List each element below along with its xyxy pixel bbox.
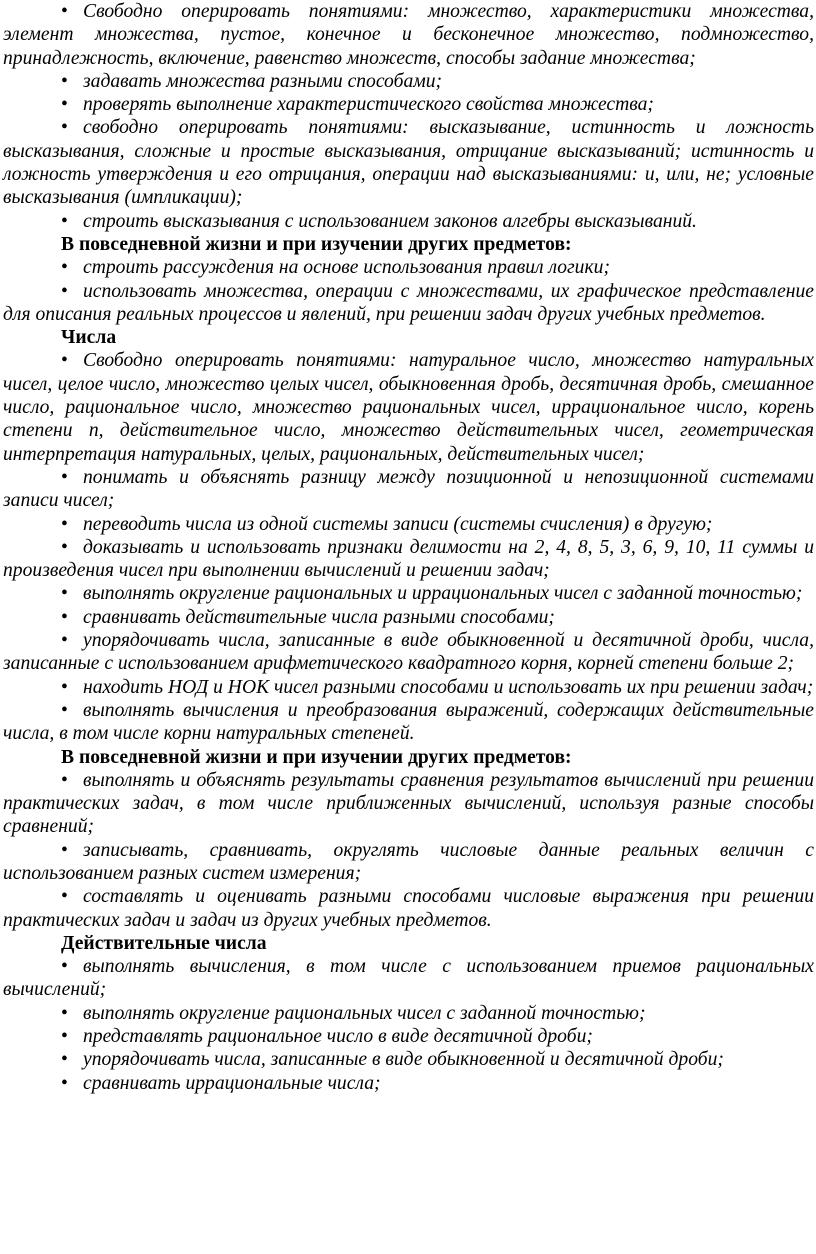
bullet-icon: •	[61, 350, 68, 372]
bullet-text: сравнивать действительные числа разными способами;	[83, 606, 555, 628]
bullet-item	[3, 769, 814, 839]
bullet-text: находить НОД и НОК чисел разными способами и использовать их при решении задач;	[83, 676, 814, 698]
bullet-item	[3, 676, 814, 699]
bullet-item	[3, 349, 814, 465]
bullet-text: Свободно оперировать понятиями: натуральное число, множество натуральных чисел, целое число, множество целых чисел, обыкновенная дробь, десятичная дробь, смешанное число, рациональное число, множество рациональных чисел, иррациональное число, корень степени n, действительное число, множество действительных чисел, геометрическая интерпретация натуральных, целых, рациональных, действительных чисел;	[3, 350, 814, 465]
bullet-text: Свободно оперировать понятиями: множество, характеристики множества, элемент множества, пустое, конечное и бесконечное множество, подмножество, принадлежность, включение, равенство множеств, способы задание множества;	[3, 1, 814, 69]
bullet-item	[3, 1072, 814, 1095]
bullet-icon: •	[61, 94, 68, 116]
bullet-item	[3, 885, 814, 932]
bullet-icon: •	[61, 1072, 68, 1094]
bullet-item	[3, 536, 814, 583]
bullet-text: составлять и оценивать разными способами числовые выражения при решении практических задач и задач из других учебных предметов.	[3, 886, 814, 931]
bullet-text: проверять выполнение характеристического свойства множества;	[83, 94, 654, 116]
section-heading: Числа	[61, 327, 117, 349]
bullet-icon: •	[61, 630, 68, 652]
bullet-icon: •	[61, 956, 68, 978]
bullet-item	[3, 1002, 814, 1025]
bullet-item	[3, 280, 814, 327]
bullet-icon: •	[61, 257, 68, 279]
bullet-text: доказывать и использовать признаки делимости на 2, 4, 8, 5, 3, 6, 9, 10, 11 суммы и произведения чисел при выполнении вычислений и решении задач;	[3, 536, 814, 582]
bullet-icon: •	[61, 70, 68, 92]
bullet-item	[3, 1025, 814, 1048]
bullet-text: свободно оперировать понятиями: высказывание, истинность и ложность высказывания, сложные и простые высказывания, отрицание высказываний; истинность и ложность утверждения и его отрицания, операции над высказываниями: и, или, не; условные высказывания (импликации);	[3, 117, 814, 209]
bullet-item	[3, 93, 814, 116]
bullet-text: задавать множества разными способами;	[83, 70, 443, 92]
bullet-item	[3, 466, 814, 513]
bullet-item	[3, 256, 814, 279]
bullet-icon: •	[61, 886, 68, 908]
bullet-icon: •	[61, 839, 68, 861]
bullet-item	[3, 606, 814, 629]
bullet-icon: •	[61, 1, 68, 22]
bullet-icon: •	[61, 606, 68, 628]
bullet-icon: •	[61, 117, 68, 139]
bullet-text: выполнять вычисления и преобразования выражений, содержащих действительные числа, в том числе корни натуральных степеней.	[3, 699, 814, 745]
bullet-text: упорядочивать числа, записанные в виде обыкновенной и десятичной дроби, числа, записанные с использованием арифметического квадратного корня, корней степени больше 2;	[3, 630, 814, 675]
bullet-text: использовать множества, операции с множествами, их графическое представление для описания реальных процессов и явлений, при решении задач других учебных предметов.	[3, 280, 814, 325]
bullet-icon: •	[61, 676, 68, 698]
bullet-item	[3, 955, 814, 1002]
bullet-icon: •	[61, 536, 68, 558]
bullet-text: записывать, сравнивать, округлять числовые данные реальных величин с использованием разных систем измерения;	[3, 839, 814, 884]
bullet-icon: •	[61, 1026, 68, 1048]
bullet-item	[3, 582, 814, 605]
bullet-text: выполнять округление рациональных чисел с заданной точностью;	[83, 1002, 646, 1024]
bullet-text: представлять рациональное число в виде десятичной дроби;	[83, 1026, 593, 1048]
bullet-text: выполнять вычисления, в том числе с использованием приемов рациональных вычислений;	[3, 956, 814, 1001]
bullet-item	[3, 70, 814, 93]
bullet-text: понимать и объяснять разницу между позиционной и непозиционной системами записи чисел;	[3, 466, 814, 512]
bullet-icon: •	[61, 466, 68, 488]
bullet-text: переводить числа из одной системы записи (системы счисления) в другую;	[83, 513, 713, 535]
bullet-text: строить высказывания с использованием законов алгебры высказываний.	[83, 210, 697, 232]
bullet-text: строить рассуждения на основе использования правил логики;	[83, 257, 610, 279]
bullet-icon: •	[61, 583, 68, 605]
bullet-icon: •	[61, 513, 68, 535]
bullet-item	[3, 839, 814, 886]
section-heading: Действительные числа	[61, 932, 267, 954]
bullet-icon: •	[61, 699, 68, 721]
bullet-item	[3, 116, 814, 209]
bullet-icon: •	[61, 769, 68, 791]
bullet-icon: •	[61, 210, 68, 232]
bullet-item	[3, 699, 814, 746]
bullet-text: упорядочивать числа, записанные в виде обыкновенной и десятичной дроби;	[83, 1049, 724, 1071]
bullet-icon: •	[61, 1002, 68, 1024]
bullet-icon: •	[61, 1049, 68, 1071]
bullet-item	[3, 513, 814, 536]
section-heading: В повседневной жизни и при изучении других предметов:	[61, 233, 572, 255]
bullet-item	[3, 0, 814, 70]
bullet-text: выполнять и объяснять результаты сравнения результатов вычислений при решении практических задач, в том числе приближенных вычислений, используя разные способы сравнений;	[3, 769, 814, 838]
bullet-item	[3, 210, 814, 233]
bullet-text: сравнивать иррациональные числа;	[83, 1072, 381, 1094]
bullet-text: выполнять округление рациональных и иррациональных чисел с заданной точностью;	[83, 583, 803, 605]
bullet-icon: •	[61, 280, 68, 302]
bullet-item	[3, 1048, 814, 1071]
bullet-item	[3, 629, 814, 676]
section-heading: В повседневной жизни и при изучении других предметов:	[61, 746, 572, 768]
